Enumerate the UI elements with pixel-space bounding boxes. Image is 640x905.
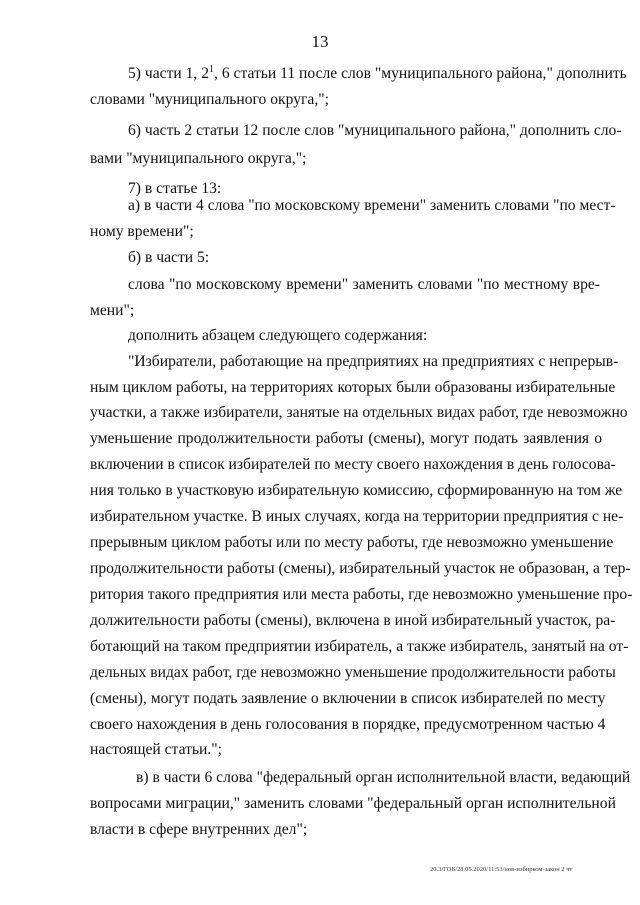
text-line: а) в части 4 слова "по московскому времени" заменить словами "по мест- bbox=[128, 197, 616, 214]
text-line: ботающий на таком предприятии избиратель, а также избиратель, занятый на от- bbox=[90, 638, 629, 655]
text-line: вопросами миграции," заменить словами "федеральный орган исполнительной bbox=[90, 795, 616, 812]
text-line: продолжительности работы (смены), избирательный участок не образован, а тер- bbox=[90, 560, 631, 577]
text-line: дополнить абзацем следующего содержания: bbox=[128, 327, 428, 344]
text-line: б) в части 5: bbox=[128, 249, 210, 266]
text-line: 6) часть 2 статьи 12 после слов "муниципального района," дополнить сло- bbox=[128, 122, 622, 139]
text-line: прерывным циклом работы или по месту работы, где невозможно уменьшение bbox=[90, 534, 614, 551]
text-line: ному времени"; bbox=[90, 223, 194, 240]
text-line: ным циклом работы, на территориях которых были образованы избирательные bbox=[90, 379, 616, 396]
text-line: (смены), могут подать заявление о включении в список избирателей по месту bbox=[90, 690, 606, 707]
text-line: уменьшение продолжительности работы (смены), могут подать заявления о bbox=[90, 430, 602, 447]
text-line: 7) в статье 13: bbox=[128, 180, 222, 197]
text-line: ритория такого предприятия или места работы, где невозможно уменьшение про- bbox=[90, 586, 633, 603]
page-number: 13 bbox=[311, 32, 329, 51]
text-line: в) в части 6 слова "федеральный орган исполнительной власти, ведающий bbox=[136, 769, 631, 786]
text-line: словами "муниципального округа,"; bbox=[90, 91, 329, 108]
text-line: ния только в участковую избирательную комиссию, сформированную на том же bbox=[90, 482, 623, 499]
text-line: власти в сфере внутренних дел"; bbox=[90, 821, 308, 838]
text-line: вами "муниципального округа,"; bbox=[90, 150, 307, 167]
text-line: 5) части 1, $2^1$, 6 статьи 11 после слов "муниципального района," дополнить bbox=[128, 64, 627, 82]
text-line: дельных видах работ, где невозможно уменьшение продолжительности работы bbox=[90, 664, 616, 681]
text-line: включении в список избирателей по месту своего нахождения в день голосова- bbox=[90, 456, 616, 473]
text-line: избирательном участке. В иных случаях, когда на территории предприятия с не- bbox=[90, 508, 624, 525]
text-line: должительности работы (смены), включена в иной избирательный участок, ра- bbox=[90, 612, 616, 629]
document-footer: 20.3/ГОБ/28.05.2020/11:53/нов-избирком-закон 2 чт bbox=[430, 866, 573, 873]
text-line: своего нахождения в день голосования в порядке, предусмотренном частью 4 bbox=[90, 716, 606, 733]
text-line: мени"; bbox=[90, 302, 135, 319]
text-line: слова "по московскому времени" заменить словами "по местному вре- bbox=[128, 276, 600, 293]
text-line: "Избиратели, работающие на предприятиях на предприятиях с непрерыв- bbox=[128, 353, 619, 370]
text-line: настоящей статьи."; bbox=[90, 741, 222, 758]
text-line: участки, а также избиратели, занятые на отдельных видах работ, где невозможно bbox=[90, 404, 628, 421]
